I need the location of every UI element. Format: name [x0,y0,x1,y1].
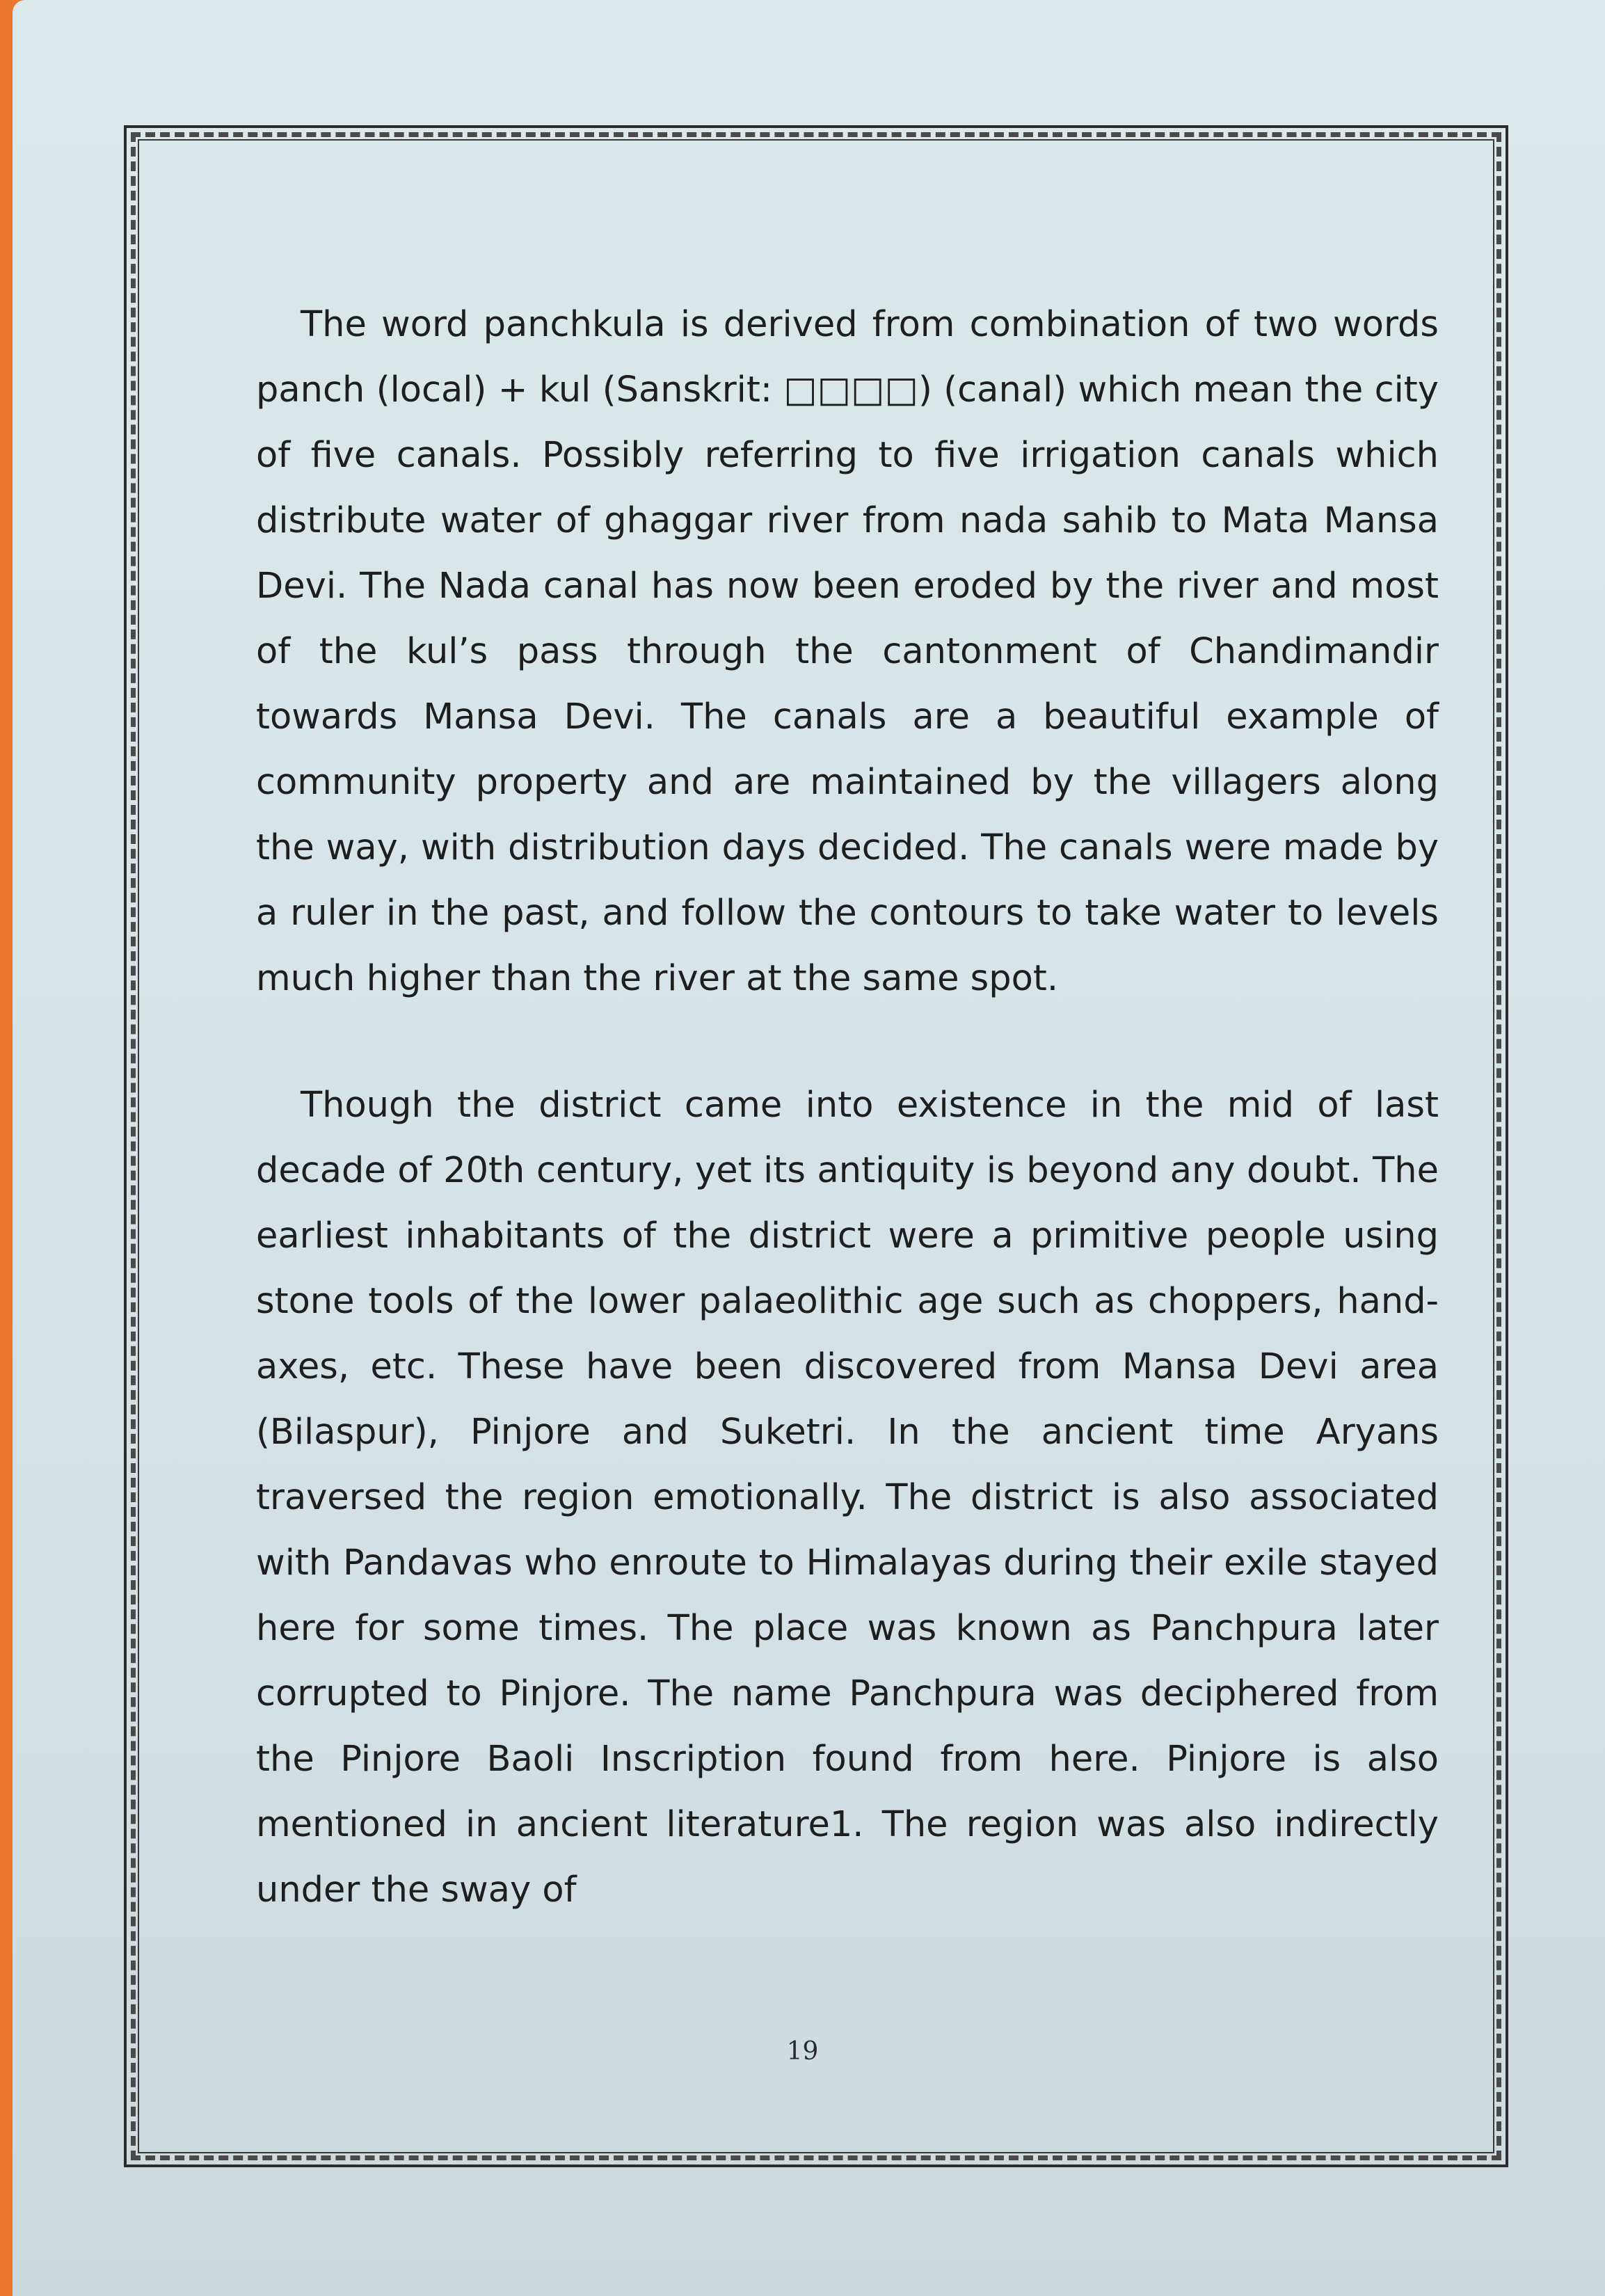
paragraph-1: The word panchkula is derived from combination of two words panch (local) + kul (Sanskrit: □□□□) (canal) which mean the city of five canals. Possibly referring to five irrigation canals which distribute water of ghaggar river from nada sahib to Mata Mansa Devi. The Nada canal has now been eroded by the river and most of the kul’s pass through the cantonment of Chandimandir towards Mansa Devi. The canals are a beautiful example of community property and are maintained by the villagers along the way, with distribution days decided. The canals were made by a ruler in the past, and follow the contours to take water to levels much higher than the river at the same spot. [256,304,1439,999]
page-number: 19 [786,2037,819,2066]
paragraph-2: Though the district came into existence in the mid of last decade of 20th century, yet its antiquity is beyond any doubt. The earliest inhabitants of the district were a primitive people using stone tools of the lower palaeolithic age such as choppers, hand-axes, etc. These have been discovered from Mansa Devi area (Bilaspur), Pinjore and Suketri. In the ancient time Aryans traversed the region emotionally. The district is also associated with Pandavas who enroute to Himalayas during their exile stayed here for some times. The place was known as Panchpura later corrupted to Pinjore. The name Panchpura was deciphered from the Pinjore Baoli Inscription found from here. Pinjore is also mentioned in ancient literature1. The region was also indirectly under the sway of [256,1085,1439,1911]
body-text [256,292,1439,1923]
